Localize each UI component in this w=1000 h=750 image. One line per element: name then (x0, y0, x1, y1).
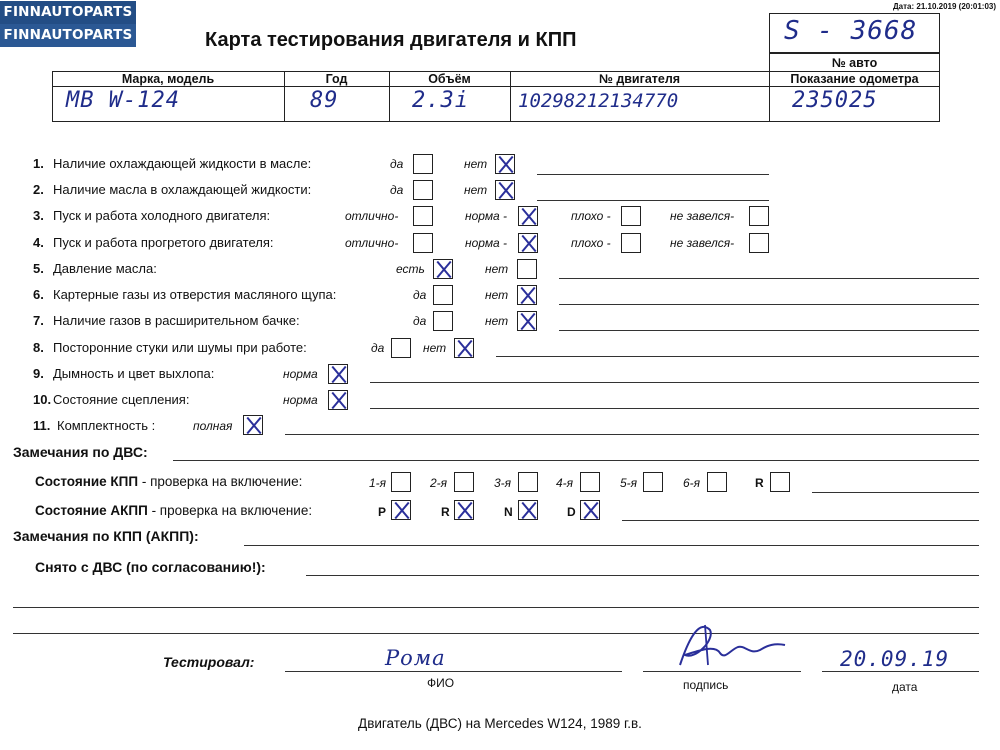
item-3: 3. Пуск и работа холодного двигателя: (33, 208, 271, 223)
item-2: 2. Наличие масла в охлаждающей жидкости: (33, 182, 312, 197)
checkbox-2-yes[interactable] (413, 180, 433, 200)
checkbox-6-yes[interactable] (433, 285, 453, 305)
checkbox-5-no[interactable] (517, 259, 537, 279)
checkbox-4-not-started[interactable] (749, 233, 769, 253)
opt-no: нет (485, 262, 509, 276)
checkbox-akpp-r[interactable] (454, 500, 474, 520)
item-9: 9. Дымность и цвет выхлопа: (33, 366, 215, 381)
checkbox-akpp-d[interactable] (580, 500, 600, 520)
akpp-gear-label: N (504, 505, 513, 519)
value-volume: 2.3i (412, 88, 469, 113)
value-year: 89 (310, 88, 339, 113)
car-number-value: S - 3668 (784, 16, 918, 46)
page-title: Карта тестирования двигателя и КПП (205, 29, 577, 51)
item-4: 4. Пуск и работа прогретого двигателя: (33, 235, 274, 250)
checkbox-gear-4[interactable] (580, 472, 600, 492)
checkbox-6-no[interactable] (517, 285, 537, 305)
removed-label: Снято с ДВС (по согласованию!): (35, 559, 266, 575)
checkbox-5-present[interactable] (433, 259, 453, 279)
opt-no: нет (423, 341, 447, 355)
opt-yes: да (390, 157, 404, 171)
opt-yes: да (413, 314, 427, 328)
checkbox-4-excellent[interactable] (413, 233, 433, 253)
opt-yes: да (371, 341, 385, 355)
value-engine-no: 10298212134770 (518, 90, 679, 112)
opt-excellent: отлично- (345, 236, 399, 250)
opt-normal: норма - (465, 236, 508, 250)
car-number-box (769, 13, 940, 53)
gear-label: 3-я (494, 476, 512, 490)
item-5: 5. Давление масла: (33, 261, 157, 276)
checkbox-akpp-n[interactable] (518, 500, 538, 520)
logo-finnautoparts-secondary: FINNAUTOPARTS (0, 24, 136, 47)
opt-yes: да (413, 288, 427, 302)
checkbox-2-no[interactable] (495, 180, 515, 200)
akpp-gear-label: P (378, 505, 387, 519)
date-caption: дата (892, 680, 918, 694)
col-header-volume: Объём (428, 72, 471, 86)
checkbox-3-excellent[interactable] (413, 206, 433, 226)
item-7: 7. Наличие газов в расширительном бачке: (33, 313, 300, 328)
checkbox-1-yes[interactable] (413, 154, 433, 174)
checkbox-3-normal[interactable] (518, 206, 538, 226)
checkbox-gear-5[interactable] (643, 472, 663, 492)
kpp-remarks-label: Замечания по КПП (АКПП): (13, 528, 199, 544)
header-table (52, 53, 940, 122)
value-odometer: 235025 (792, 88, 878, 113)
opt-bad: плохо - (571, 236, 611, 250)
value-model: МВ W-124 (66, 88, 180, 113)
opt-present: есть (396, 262, 425, 276)
akpp-state-label: Состояние АКПП - проверка на включение: (35, 503, 313, 518)
checkbox-gear-r[interactable] (770, 472, 790, 492)
opt-no: нет (485, 314, 509, 328)
checkbox-4-normal[interactable] (518, 233, 538, 253)
col-header-year: Год (325, 72, 348, 86)
checkbox-8-no[interactable] (454, 338, 474, 358)
opt-no: нет (485, 288, 509, 302)
tested-by-label: Тестировал: (163, 654, 255, 670)
image-caption: Двигатель (ДВС) на Mercedes W124, 1989 г.в. (358, 716, 642, 731)
checkbox-11-complete[interactable] (243, 415, 263, 435)
signature-image (660, 615, 790, 675)
col-header-model: Марка, модель (121, 72, 215, 86)
opt-normal: норма (283, 393, 318, 407)
gear-label: 2-я (430, 476, 448, 490)
gear-label: 5-я (620, 476, 638, 490)
checkbox-1-no[interactable] (495, 154, 515, 174)
item-6: 6. Картерные газы из отверстия масляного щупа: (33, 287, 337, 302)
checkbox-10-normal[interactable] (328, 390, 348, 410)
opt-not-started: не завелся- (670, 209, 735, 223)
checkbox-3-not-started[interactable] (749, 206, 769, 226)
car-no-label: № авто (831, 56, 878, 70)
checkbox-7-no[interactable] (517, 311, 537, 331)
item-8: 8. Посторонние стуки или шумы при работе: (33, 340, 307, 355)
checkbox-4-bad[interactable] (621, 233, 641, 253)
checkbox-7-yes[interactable] (433, 311, 453, 331)
opt-excellent: отлично- (345, 209, 399, 223)
gear-label: 1-я (369, 476, 387, 490)
checkbox-gear-6[interactable] (707, 472, 727, 492)
opt-normal: норма (283, 367, 318, 381)
tester-name: Рома (385, 646, 446, 670)
checkbox-8-yes[interactable] (391, 338, 411, 358)
checkbox-gear-2[interactable] (454, 472, 474, 492)
checkbox-9-normal[interactable] (328, 364, 348, 384)
opt-bad: плохо - (571, 209, 611, 223)
opt-yes: да (390, 183, 404, 197)
col-header-odometer: Показание одометра (790, 72, 919, 86)
col-header-engine-no: № двигателя (598, 72, 681, 86)
fio-caption: ФИО (427, 676, 455, 690)
signature-caption: подпись (683, 678, 729, 692)
gear-label: 4-я (556, 476, 574, 490)
checkbox-akpp-p[interactable] (391, 500, 411, 520)
opt-normal: норма - (465, 209, 508, 223)
test-date: 20.09.19 (840, 647, 950, 671)
opt-not-started: не завелся- (670, 236, 735, 250)
gear-label: R (755, 476, 764, 490)
akpp-gear-label: R (441, 505, 450, 519)
logo-finnautoparts: FINNAUTOPARTS (0, 1, 136, 24)
opt-no: нет (464, 183, 488, 197)
item-11: 11. Комплектность : (33, 418, 156, 433)
kpp-state-label: Состояние КПП - проверка на включение: (35, 474, 303, 489)
item-10: 10. Состояние сцепления: (33, 392, 190, 407)
gear-label: 6-я (683, 476, 701, 490)
opt-complete: полная (193, 419, 233, 433)
date-stamp: Дата: 21.10.2019 (20:01:03) (892, 2, 996, 11)
checkbox-gear-3[interactable] (518, 472, 538, 492)
checkbox-gear-1[interactable] (391, 472, 411, 492)
akpp-gear-label: D (567, 505, 576, 519)
dvs-remarks-label: Замечания по ДВС: (13, 444, 148, 460)
item-1: 1. Наличие охлаждающей жидкости в масле: (33, 156, 312, 171)
checkbox-3-bad[interactable] (621, 206, 641, 226)
opt-no: нет (464, 157, 488, 171)
